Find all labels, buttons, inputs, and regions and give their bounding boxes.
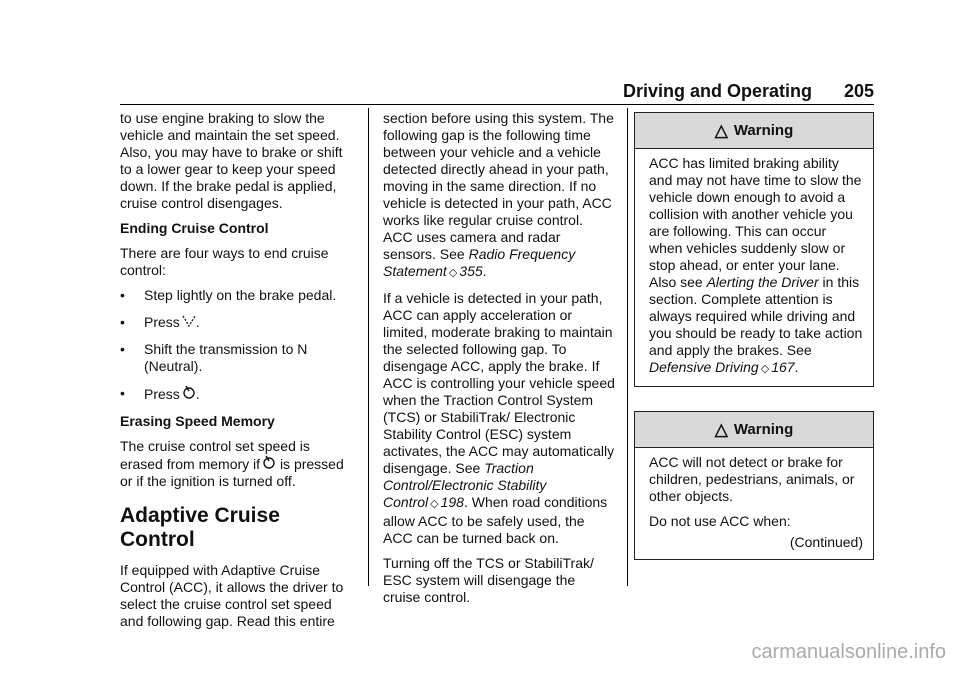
ending-intro: There are four ways to end cruise control: xyxy=(120,245,329,278)
watermark: carmanualsonline.info xyxy=(751,641,946,663)
column-divider xyxy=(368,108,369,586)
acc-intro: If equipped with Adaptive Cruise Control (ACC), it allows the driver to select the cruise control set speed and following gap. Read this entire xyxy=(120,562,344,629)
cruise-on-off-icon xyxy=(182,385,196,403)
cruise-on-off-icon xyxy=(262,455,276,473)
warning-text: Do not use ACC when: xyxy=(649,513,791,529)
list-item xyxy=(120,341,356,375)
paragraph: section before using this system. The following gap is the following time between your vehicle and a vehicle detected directly ahead in your path, moving in the same direction. If no vehicle is detected in your path, ACC works like regular cruise control. ACC uses camera and radar sensors. See Radio Frequency Statement ◇ 355. xyxy=(383,110,614,279)
erasing-memory-heading: Erasing Speed Memory xyxy=(120,413,275,429)
page-reference-icon: ◇ xyxy=(760,363,770,375)
cross-reference-link[interactable]: Alerting the Driver xyxy=(706,274,819,290)
warning-title: Warning xyxy=(733,421,794,438)
page-reference-number[interactable]: 198 xyxy=(440,494,464,510)
bullet-mark: • xyxy=(120,287,125,303)
list-item: • Press . xyxy=(120,314,200,330)
page-reference-icon: ◇ xyxy=(430,498,439,510)
warning-text: ACC will not detect or brake for children, pedestrians, animals, or other objects. xyxy=(649,454,855,504)
list-item: • Press . xyxy=(120,385,200,402)
paragraph: If a vehicle is detected in your path, ACC can apply acceleration or limited, moderate braking to maintain the selected following gap. To disengage ACC, apply the brake. If ACC is controlling your vehicle speed when the Traction Control System (TCS) or StabiliTrak/ Electronic Stability Control (ESC) system activates, the ACC may automatically disengage. See Traction Control/Electronic Stability Control ◇ 198. When road conditions allow ACC to be safely used, the ACC can be turned back on. xyxy=(383,290,615,546)
erasing-paragraph: The cruise control set speed is erased from memory if is pressed or if the ignition is turned off. xyxy=(120,438,344,489)
warning-triangle-icon: △ xyxy=(714,121,728,140)
warning-triangle-icon: △ xyxy=(714,420,728,439)
list-item xyxy=(120,287,356,304)
warning-body xyxy=(635,448,873,559)
cross-reference-link[interactable]: Defensive Driving xyxy=(649,359,759,375)
bullet-text: Press xyxy=(144,314,180,330)
header-rule xyxy=(120,104,874,105)
page-number: 205 xyxy=(843,81,874,101)
warning-box xyxy=(634,112,874,387)
bullet-mark: • xyxy=(120,314,125,330)
cross-reference-link[interactable]: Radio Frequency Statement xyxy=(383,246,576,279)
column-1 xyxy=(120,110,356,638)
page-reference-number[interactable]: 355 xyxy=(459,263,483,279)
warning-header xyxy=(635,113,873,149)
bullet-mark: • xyxy=(120,385,125,401)
cancel-icon xyxy=(182,314,196,331)
warning-body: ACC has limited braking ability and may not have time to slow the vehicle down enough to avoid a collision with another vehicle you are following. This can occur when vehicles suddenly slow or stop ahead, or enter your lane. Also see Alerting the Driver in this section. Complete attention is always required while driving and you should be ready to take action and apply the brakes. See Defensive Driving ◇ 167. xyxy=(649,155,863,375)
acc-heading: Adaptive Cruise Control xyxy=(120,504,280,551)
column-3 xyxy=(634,112,874,584)
bullet-text: Step lightly on the brake pedal. xyxy=(144,287,337,303)
ending-cruise-heading: Ending Cruise Control xyxy=(120,220,269,236)
bullet-mark: • xyxy=(120,341,125,357)
intro-paragraph: to use engine braking to slow the vehicle and maintain the set speed. Also, you may have to brake or shift to a lower gear to keep your speed down. If the brake pedal is applied, cruise control disengages. xyxy=(120,110,343,211)
warning-header xyxy=(635,412,873,448)
bullet-text: Shift the transmission to N (Neutral). xyxy=(144,341,308,374)
section-title: Driving and Operating xyxy=(622,81,812,101)
column-divider xyxy=(627,108,628,586)
paragraph: Turning off the TCS or StabiliTrak/ ESC system will disengage the cruise control. xyxy=(383,555,594,605)
column-2 xyxy=(383,110,615,614)
continued-label: (Continued) xyxy=(789,534,863,550)
warning-title: Warning xyxy=(733,122,794,139)
warning-box xyxy=(634,411,874,560)
page-reference-number[interactable]: 167 xyxy=(771,359,795,375)
bullet-text: Press xyxy=(144,386,180,402)
page-reference-icon: ◇ xyxy=(448,267,458,279)
cross-reference-link[interactable]: Traction Control/Electronic Stability Control xyxy=(383,460,547,510)
